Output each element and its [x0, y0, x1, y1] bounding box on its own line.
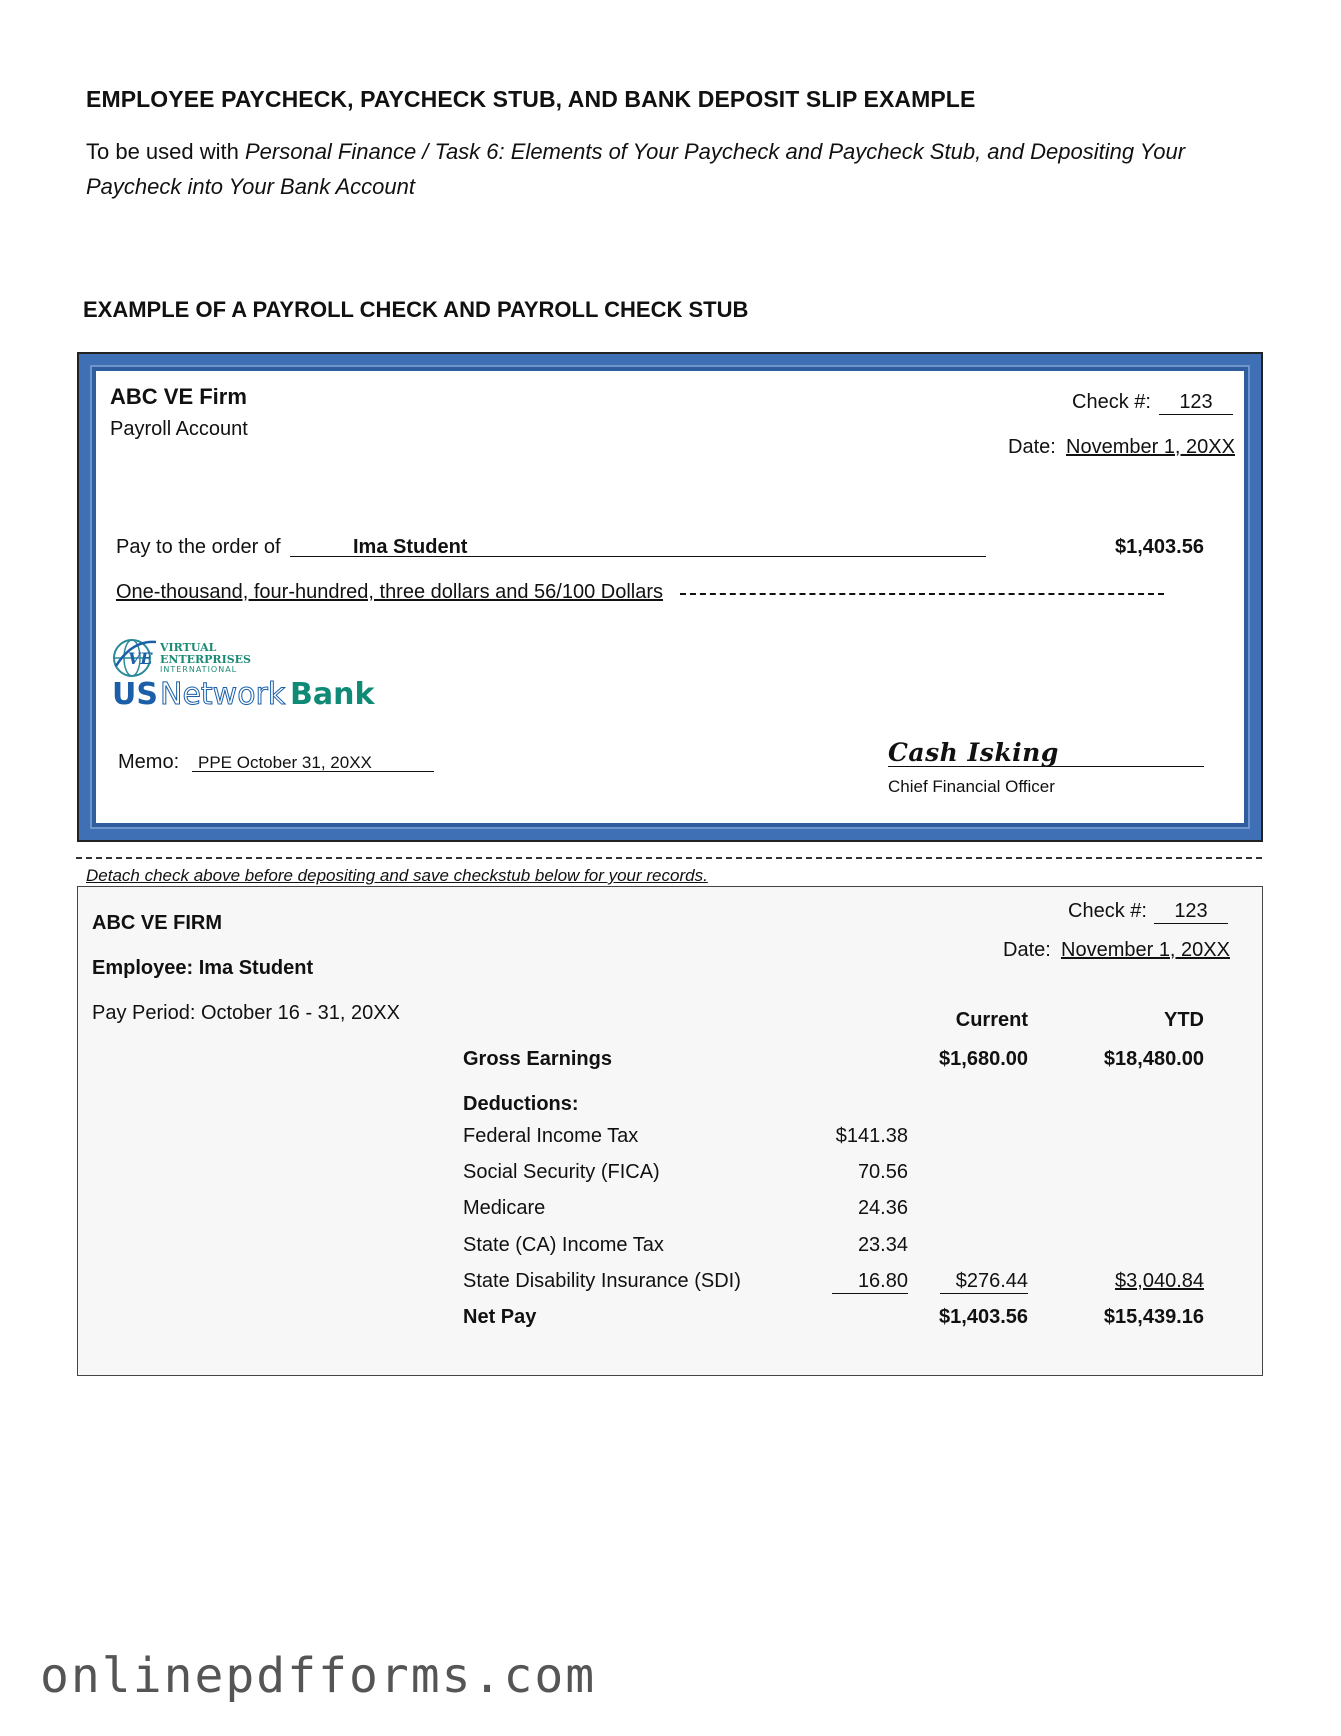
gross-earnings-current: $1,680.00: [939, 1048, 1028, 1070]
net-pay-label: Net Pay: [463, 1306, 537, 1328]
memo-value: PPE October 31, 20XX: [198, 753, 372, 772]
intro-prefix: To be used with: [86, 139, 245, 164]
deduction-label: Medicare: [463, 1197, 546, 1219]
logo-line3: INTERNATIONAL: [160, 665, 238, 674]
stub-check-number-label: Check #:: [1068, 900, 1147, 922]
deduction-label: Federal Income Tax: [463, 1125, 639, 1147]
logo-us: US: [112, 677, 158, 712]
document-title: EMPLOYEE PAYCHECK, PAYCHECK STUB, AND BANK DEPOSIT SLIP EXAMPLE: [86, 86, 976, 112]
gross-earnings-ytd: $18,480.00: [1103, 1048, 1204, 1070]
net-pay-ytd: $15,439.16: [1103, 1306, 1204, 1328]
deduction-label: State (CA) Income Tax: [463, 1234, 664, 1256]
amount-in-words: [116, 581, 663, 604]
globe-icon: [108, 636, 378, 716]
amount-words-text: One-thousand, four-hundred, three dollars and 56/100 Dollars: [116, 581, 664, 603]
deductions-label: Deductions:: [463, 1093, 579, 1115]
logo-line1: VIRTUAL: [160, 641, 217, 654]
section-title: EXAMPLE OF A PAYROLL CHECK AND PAYROLL CHECK STUB: [83, 297, 749, 322]
deduction-amount: 23.34: [857, 1234, 908, 1256]
gross-earnings-label: Gross Earnings: [463, 1048, 612, 1070]
stub-pay-period: Pay Period: October 16 - 31, 20XX: [92, 1002, 400, 1024]
check-account-name: Payroll Account: [110, 418, 248, 440]
stub-firm-name: ABC VE FIRM: [92, 912, 222, 934]
stub-employee: Employee: Ima Student: [92, 957, 314, 979]
check-date-label: Date:: [1008, 436, 1056, 458]
deduction-label: State Disability Insurance (SDI): [463, 1270, 741, 1292]
logo-bank: Bank: [290, 677, 375, 712]
memo-label: Memo:: [118, 751, 180, 773]
svg-text:VE: VE: [128, 649, 153, 668]
detach-cut-line: [76, 857, 1262, 859]
signature-line: [888, 766, 1204, 767]
logo-network: Network: [160, 677, 286, 712]
signer-title: Chief Financial Officer: [888, 777, 1055, 796]
deductions-total-current: $276.44: [940, 1270, 1028, 1294]
column-header-current: Current: [955, 1009, 1028, 1031]
net-pay-current: $1,403.56: [939, 1306, 1028, 1328]
signature: Cash Isking: [888, 738, 1059, 767]
check-date-value: November 1, 20XX: [1066, 436, 1235, 458]
deduction-amount: 16.80: [832, 1270, 908, 1294]
intro-course-title: Personal Finance / Task 6: Elements of Your Paycheck and Paycheck Stub, and Depositing Your Paycheck into Your Bank Account: [86, 139, 1186, 199]
intro-text: [86, 134, 1236, 204]
deduction-amount: 24.36: [857, 1197, 908, 1219]
stub-date-label: Date:: [1003, 939, 1051, 961]
stub-check-number-value: 123: [1154, 900, 1228, 924]
deduction-amount: $141.38: [835, 1125, 908, 1147]
deduction-label: Social Security (FICA): [463, 1161, 660, 1183]
stub-date-value: November 1, 20XX: [1061, 939, 1230, 961]
deductions-total-ytd: $3,040.84: [1115, 1270, 1204, 1292]
deduction-amount: 70.56: [857, 1161, 908, 1183]
bank-logo: [108, 636, 378, 716]
column-header-ytd: YTD: [1164, 1009, 1204, 1031]
check-number-label: Check #:: [1072, 391, 1151, 413]
watermark: onlinepdfforms.com: [40, 1648, 597, 1704]
payee-name: Ima Student: [353, 536, 468, 558]
detach-instruction: Detach check above before depositing and save checkstub below for your records.: [86, 866, 708, 885]
check-amount: $1,403.56: [1115, 536, 1204, 558]
check-number-value: 123: [1159, 391, 1233, 415]
logo-line2: ENTERPRISES: [160, 653, 251, 666]
pay-to-label: Pay to the order of: [116, 536, 281, 558]
check-firm-name: ABC VE Firm: [110, 384, 247, 409]
amount-fill-dashes: [680, 593, 1164, 595]
